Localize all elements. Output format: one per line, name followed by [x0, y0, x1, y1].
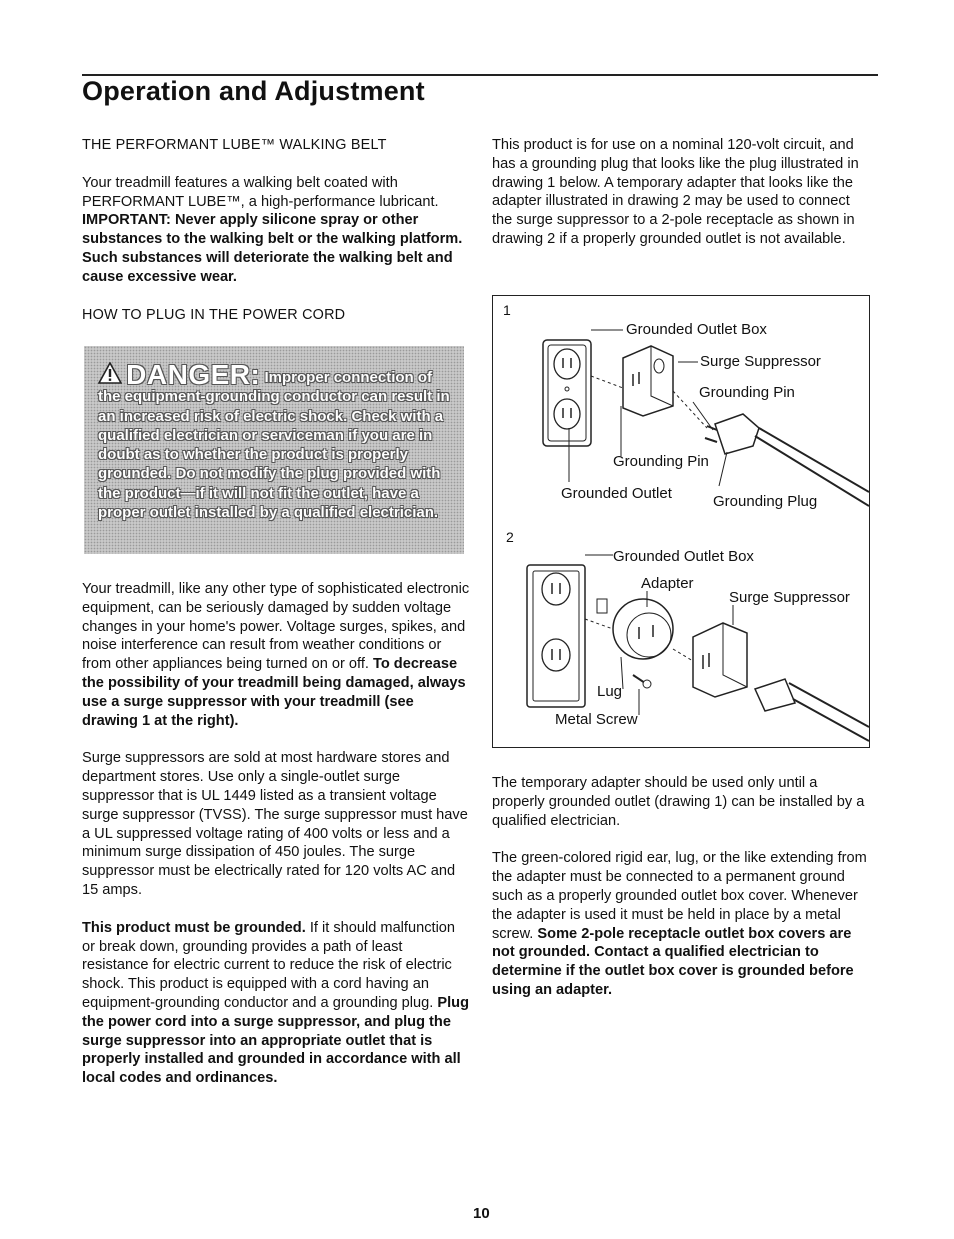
walking-belt-paragraph: Your treadmill features a walking belt coated with PERFORMANT LUBE™, a high-performance lubricant. IMPORTANT: Never apply silicone spray or other substances to the walking belt or the walking platform. Such substances will deteriorate the walking belt and cause excessive wear. [82, 174, 463, 285]
section-heading-power-cord: HOW TO PLUG IN THE POWER CORD [82, 306, 346, 323]
label-grounded-outlet-box-2: Grounded Outlet Box [613, 548, 754, 565]
drawing-1-number: 1 [503, 302, 511, 318]
label-grounded-outlet-box: Grounded Outlet Box [626, 321, 767, 338]
left-column-lower [82, 580, 470, 1088]
danger-text [98, 359, 452, 522]
right-intro [492, 136, 874, 249]
danger-box [84, 346, 464, 554]
left-column [82, 136, 470, 324]
label-grounded-outlet: Grounded Outlet [561, 485, 672, 502]
danger-label: DANGER: [126, 359, 261, 390]
right-column-lower [492, 774, 874, 1000]
label-surge-suppressor-2: Surge Suppressor [729, 589, 850, 606]
label-surge-suppressor: Surge Suppressor [700, 353, 821, 370]
drawing-2-number: 2 [506, 529, 514, 545]
green-lug-paragraph: The green-colored rigid ear, lug, or the like extending from the adapter must be connected to a permanent ground such as a properly grounded outlet box cover. Whenever the adapter is used it must be held in place by a metal screw. Some 2-pole receptacle outlet box covers are not grounded. Contact a qualified electrician to determine if the outlet box cover is grounded before using an adapter. [492, 850, 867, 998]
surge-paragraph: Your treadmill, like any other type of sophisticated electronic equipment, can be seriously damaged by sudden voltage changes in your home's power. Voltage surges, spikes, and noise interference can result from weather conditions or from other appliances being turned on or off. To decrease the possibility of your treadmill being damaged, always use a surge suppressor with your treadmill (see drawing 1 at the right). [82, 581, 470, 729]
grounding-paragraph: This product must be grounded. If it should malfunction or break down, grounding provides a path of least resistance for electric current to reduce the risk of electric shock. This product is equipped with a cord having an equipment-grounding conductor and a grounding plug. Plug the power cord into a surge suppressor, and plug the surge suppressor into an appropriate outlet that is properly installed and grounded in accordance with all local codes and ordinances. [82, 919, 469, 1087]
page-title: Operation and Adjustment [82, 76, 425, 106]
intro-paragraph: This product is for use on a nominal 120-volt circuit, and has a grounding plug that looks like the plug illustrated in drawing 1 below. A temporary adapter that looks like the adapter illustrated in drawing 2 may be used to connect the surge suppressor to a 2-pole receptacle as shown in drawing 2 if a properly grounded outlet is not available. [492, 137, 859, 247]
section-heading-walking-belt: THE PERFORMANT LUBE™ WALKING BELT [82, 137, 387, 153]
label-adapter: Adapter [641, 575, 694, 592]
stores-paragraph: Surge suppressors are sold at most hardware stores and department stores. Use only a single-outlet surge suppressor that is UL 1449 listed as a transient voltage surge suppressor (TVSS). The surge suppressor must have a UL suppressed voltage rating of 400 volts or less and a minimum surge dissipation of 450 joules. The surge suppressor must be electrically rated for 120 volts AC and 15 amps. [82, 750, 468, 898]
label-grounding-plug: Grounding Plug [713, 493, 818, 510]
label-lug: Lug [597, 683, 623, 700]
drawing-2 [492, 519, 870, 748]
danger-message: Improper connection of the equipment-grounding conductor can result in an increased risk of electric shock. Check with a qualified electrician or serviceman if you are in doubt as to whether the product is properly grounded. Do not modify the plug provided with the product—if it will not fit the outlet, have a proper outlet installed by a qualified electrician. [98, 369, 450, 522]
warning-triangle-icon [98, 362, 122, 384]
drawing-1 [492, 295, 870, 521]
temporary-adapter-paragraph: The temporary adapter should be used only until a properly grounded outlet (drawing 1) can be installed by a qualified electrician. [492, 775, 865, 829]
page-number: 10 [473, 1205, 490, 1222]
label-metal-screw: Metal Screw [555, 711, 638, 728]
label-grounding-pin-bottom: Grounding Pin [613, 453, 709, 470]
label-grounding-pin-top: Grounding Pin [699, 384, 795, 401]
